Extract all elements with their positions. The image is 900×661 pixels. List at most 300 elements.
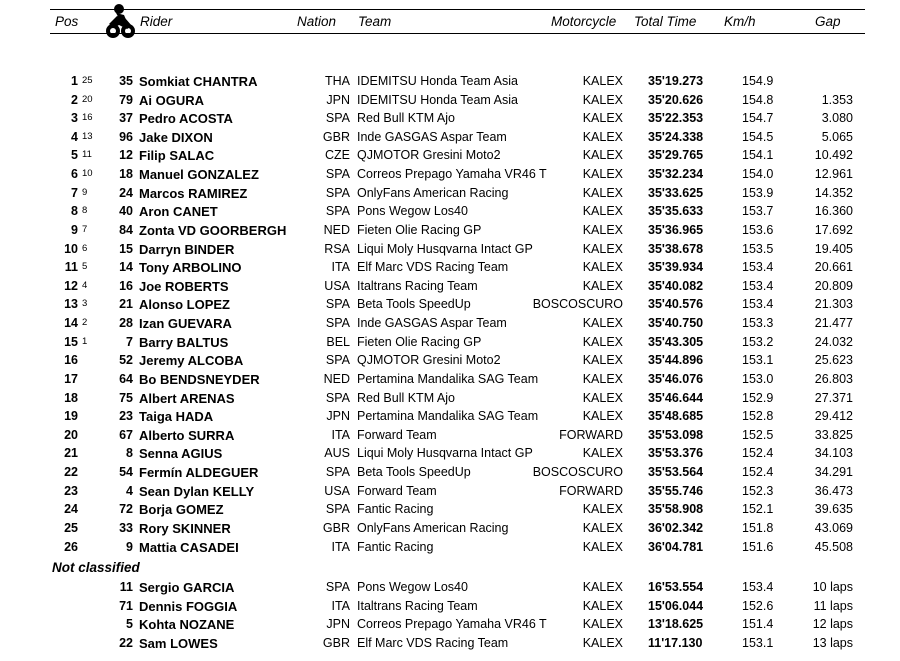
total-time: 36'02.342: [648, 521, 704, 535]
rider-name: Ai OGURA: [139, 93, 204, 108]
team-name: Elf Marc VDS Racing Team: [357, 260, 509, 274]
gap: 12 laps: [812, 617, 853, 631]
col-motorcycle-header: Motorcycle: [551, 14, 617, 29]
grid-position: 20: [82, 94, 93, 105]
motorcycle: KALEX: [582, 540, 623, 554]
team-name: QJMOTOR Gresini Moto2: [357, 353, 501, 367]
rider-name: Joe ROBERTS: [139, 279, 229, 294]
rider-number: 79: [119, 93, 133, 107]
motorcycle: KALEX: [582, 353, 623, 367]
position: 8: [71, 204, 78, 218]
rider-name: Jake DIXON: [139, 130, 213, 145]
motorcycle: KALEX: [582, 391, 623, 405]
col-rider-header: Rider: [140, 14, 173, 29]
rider-number: 8: [126, 446, 133, 460]
position: 19: [64, 409, 78, 423]
nation: SPA: [325, 167, 350, 181]
motorcycle: KALEX: [582, 636, 623, 650]
motorcycle: KALEX: [582, 372, 623, 386]
team-name: Forward Team: [357, 428, 437, 442]
gap: 25.623: [814, 353, 853, 367]
motorcycle: KALEX: [582, 521, 623, 535]
nation: ITA: [331, 260, 350, 274]
rider-number: 21: [119, 297, 133, 311]
col-nation-header: Nation: [297, 14, 337, 29]
table-row: [0, 502, 900, 520]
position: 22: [64, 465, 78, 479]
rider-number: 37: [119, 111, 133, 125]
position: 20: [64, 428, 78, 442]
total-time: 35'46.076: [648, 372, 704, 386]
rider-number: 28: [119, 316, 133, 330]
speed-kmh: 153.2: [742, 335, 774, 349]
rider-number: 33: [119, 521, 133, 535]
speed-kmh: 153.4: [742, 297, 774, 311]
gap: 13 laps: [812, 636, 853, 650]
grid-position: 16: [82, 112, 93, 123]
motorcycle: KALEX: [582, 130, 623, 144]
speed-kmh: 152.4: [742, 446, 774, 460]
gap: 10.492: [814, 148, 853, 162]
speed-kmh: 152.6: [742, 599, 774, 613]
table-row: [0, 372, 900, 390]
rider-name: Darryn BINDER: [139, 242, 235, 257]
gap: 11 laps: [813, 599, 853, 613]
rider-number: 5: [126, 617, 133, 631]
rider-name: Izan GUEVARA: [139, 316, 232, 331]
total-time: 35'29.765: [648, 148, 704, 162]
speed-kmh: 154.5: [742, 130, 774, 144]
gap: 12.961: [814, 167, 853, 181]
team-name: Italtrans Racing Team: [357, 279, 478, 293]
gap: 3.080: [821, 111, 853, 125]
table-row: [0, 428, 900, 446]
gap: 5.065: [821, 130, 853, 144]
grid-position: 7: [82, 224, 88, 235]
position: 1: [71, 74, 78, 88]
team-name: Italtrans Racing Team: [357, 599, 478, 613]
rider-number: 72: [119, 502, 133, 516]
total-time: 35'40.750: [648, 316, 704, 330]
team-name: Pons Wegow Los40: [357, 580, 468, 594]
table-row: [0, 446, 900, 464]
rider-name: Borja GOMEZ: [139, 502, 224, 517]
position: 10: [64, 242, 78, 256]
gap: 34.103: [814, 446, 853, 460]
total-time: 16'53.554: [648, 580, 704, 594]
nation: JPN: [326, 93, 350, 107]
results-header: [0, 0, 900, 40]
grid-position: 6: [82, 243, 88, 254]
team-name: Fantic Racing: [357, 540, 434, 554]
total-time: 35'22.353: [648, 111, 704, 125]
team-name: Elf Marc VDS Racing Team: [357, 636, 509, 650]
speed-kmh: 151.4: [742, 617, 774, 631]
grid-position: 11: [82, 149, 92, 160]
gap: 26.803: [814, 372, 853, 386]
table-row: [0, 316, 900, 334]
speed-kmh: 154.1: [742, 148, 774, 162]
total-time: 35'33.625: [648, 186, 704, 200]
speed-kmh: 154.7: [742, 111, 774, 125]
rider-name: Alonso LOPEZ: [139, 297, 230, 312]
table-row: [0, 540, 900, 558]
col-pos-header: Pos: [55, 14, 79, 29]
rider-number: 67: [119, 428, 133, 442]
total-time: 35'46.644: [648, 391, 704, 405]
table-row: [0, 74, 900, 92]
position: 17: [64, 372, 78, 386]
table-row: [0, 353, 900, 371]
rider-name: Zonta VD GOORBERGH: [139, 223, 287, 238]
rider-name: Tony ARBOLINO: [139, 260, 242, 275]
motorcycle: KALEX: [582, 335, 623, 349]
nation: SPA: [325, 391, 350, 405]
gap: 16.360: [814, 204, 853, 218]
gap: 14.352: [814, 186, 853, 200]
position: 23: [64, 484, 78, 498]
total-time: 35'53.564: [648, 465, 704, 479]
col-kmh-header: Km/h: [724, 14, 756, 29]
total-time: 35'44.896: [648, 353, 704, 367]
motorcycle: KALEX: [582, 617, 623, 631]
speed-kmh: 152.4: [742, 465, 774, 479]
table-row: [0, 93, 900, 111]
rider-number: 15: [119, 242, 133, 256]
rider-name: Marcos RAMIREZ: [139, 186, 248, 201]
rider-number: 7: [126, 335, 133, 349]
rider-name: Sergio GARCIA: [139, 580, 235, 595]
nation: AUS: [324, 446, 350, 460]
position: 25: [64, 521, 78, 535]
grid-position: 8: [82, 205, 88, 216]
motorcycle: KALEX: [582, 111, 623, 125]
rider-number: 35: [119, 74, 133, 88]
rider-number: 75: [119, 391, 133, 405]
rider-number: 40: [119, 204, 133, 218]
speed-kmh: 153.3: [742, 316, 774, 330]
total-time: 35'19.273: [648, 74, 704, 88]
total-time: 35'40.576: [648, 297, 704, 311]
speed-kmh: 153.4: [742, 580, 774, 594]
rider-name: Sean Dylan KELLY: [139, 484, 255, 499]
total-time: 35'58.908: [648, 502, 704, 516]
rider-number: 11: [119, 580, 133, 594]
rider-number: 18: [119, 167, 133, 181]
gap: 20.661: [814, 260, 853, 274]
team-name: Liqui Moly Husqvarna Intact GP: [357, 242, 533, 256]
rider-number: 84: [119, 223, 133, 237]
nation: ITA: [331, 540, 350, 554]
col-team-header: Team: [358, 14, 392, 29]
total-time: 35'24.338: [648, 130, 704, 144]
team-name: Red Bull KTM Ajo: [357, 111, 455, 125]
nation: USA: [324, 279, 350, 293]
nation: NED: [323, 223, 350, 237]
rider-name: Dennis FOGGIA: [139, 599, 238, 614]
rider-number: 22: [119, 636, 133, 650]
motorcycle: KALEX: [582, 186, 623, 200]
table-row: [0, 130, 900, 148]
total-time: 35'36.965: [648, 223, 704, 237]
nation: GBR: [322, 636, 350, 650]
position: 13: [64, 297, 78, 311]
speed-kmh: 153.4: [742, 279, 774, 293]
grid-position: 4: [82, 280, 88, 291]
rider-name: Aron CANET: [139, 204, 218, 219]
rider-name: Alberto SURRA: [139, 428, 235, 443]
position: 5: [71, 148, 78, 162]
gap: 43.069: [814, 521, 853, 535]
rider-name: Jeremy ALCOBA: [139, 353, 244, 368]
motorcycle: KALEX: [582, 409, 623, 423]
team-name: Correos Prepago Yamaha VR46 T: [357, 617, 547, 631]
speed-kmh: 154.8: [742, 93, 774, 107]
rider-number: 96: [119, 130, 133, 144]
motorcycle: KALEX: [582, 242, 623, 256]
nation: NED: [323, 372, 350, 386]
header-top-rule: [50, 9, 865, 10]
team-name: Red Bull KTM Ajo: [357, 391, 455, 405]
rider-number: 64: [119, 372, 133, 386]
speed-kmh: 153.9: [742, 186, 774, 200]
position: 16: [64, 353, 78, 367]
position: 9: [71, 223, 78, 237]
total-time: 15'06.044: [648, 599, 704, 613]
rider-number: 12: [119, 148, 133, 162]
table-row: [0, 580, 900, 598]
speed-kmh: 152.5: [742, 428, 774, 442]
position: 14: [64, 316, 78, 330]
team-name: IDEMITSU Honda Team Asia: [357, 93, 518, 107]
team-name: Pons Wegow Los40: [357, 204, 468, 218]
not-classified-heading: Not classified: [52, 560, 140, 575]
nation: SPA: [325, 204, 350, 218]
rider-name: Taiga HADA: [139, 409, 214, 424]
gap: 21.477: [814, 316, 853, 330]
total-time: 36'04.781: [648, 540, 704, 554]
motorcycle: KALEX: [582, 502, 623, 516]
nation: RSA: [324, 242, 350, 256]
motorcycle: KALEX: [582, 74, 623, 88]
motorcycle: KALEX: [582, 148, 623, 162]
total-time: 35'55.746: [648, 484, 704, 498]
table-row: [0, 111, 900, 129]
motorcycle: KALEX: [582, 167, 623, 181]
table-row: [0, 148, 900, 166]
speed-kmh: 154.9: [742, 74, 774, 88]
rider-number: 54: [119, 465, 133, 479]
team-name: Correos Prepago Yamaha VR46 T: [357, 167, 547, 181]
total-time: 13'18.625: [648, 617, 704, 631]
table-row: [0, 223, 900, 241]
rider-name: Fermín ALDEGUER: [139, 465, 259, 480]
team-name: OnlyFans American Racing: [357, 186, 509, 200]
rider-name: Sam LOWES: [139, 636, 218, 651]
table-row: [0, 242, 900, 260]
position: 21: [64, 446, 78, 460]
position: 12: [64, 279, 78, 293]
motorcycle: BOSCOSCURO: [532, 465, 623, 479]
motorcycle: KALEX: [582, 223, 623, 237]
gap: 20.809: [814, 279, 853, 293]
grid-position: 1: [82, 336, 88, 347]
table-row: [0, 636, 900, 654]
grid-position: 10: [82, 168, 93, 179]
table-row: [0, 409, 900, 427]
speed-kmh: 153.1: [742, 353, 774, 367]
team-name: Fieten Olie Racing GP: [357, 335, 482, 349]
nation: JPN: [326, 617, 350, 631]
team-name: Fantic Racing: [357, 502, 434, 516]
total-time: 35'53.098: [648, 428, 704, 442]
table-row: [0, 484, 900, 502]
rider-name: Kohta NOZANE: [139, 617, 235, 632]
nation: SPA: [325, 297, 350, 311]
table-row: [0, 391, 900, 409]
speed-kmh: 153.5: [742, 242, 774, 256]
position: 15: [64, 335, 78, 349]
grid-position: 2: [82, 317, 88, 328]
rider-name: Bo BENDSNEYDER: [139, 372, 260, 387]
table-row: [0, 465, 900, 483]
team-name: Pertamina Mandalika SAG Team: [357, 409, 539, 423]
team-name: Fieten Olie Racing GP: [357, 223, 482, 237]
team-name: OnlyFans American Racing: [357, 521, 509, 535]
col-total-time-header: Total Time: [634, 14, 697, 29]
table-row: [0, 297, 900, 315]
rider-number: 24: [119, 186, 133, 200]
table-row: [0, 204, 900, 222]
rider-number: 23: [119, 409, 133, 423]
rider-number: 16: [119, 279, 133, 293]
rider-number: 71: [119, 599, 133, 613]
rider-name: Rory SKINNER: [139, 521, 231, 536]
rider-name: Somkiat CHANTRA: [139, 74, 258, 89]
motorcycle: KALEX: [582, 446, 623, 460]
motorcycle: BOSCOSCURO: [532, 297, 623, 311]
team-name: Inde GASGAS Aspar Team: [357, 130, 507, 144]
total-time: 35'32.234: [648, 167, 704, 181]
grid-position: 3: [82, 298, 88, 309]
team-name: Inde GASGAS Aspar Team: [357, 316, 507, 330]
total-time: 35'39.934: [648, 260, 704, 274]
gap: 29.412: [814, 409, 853, 423]
position: 4: [71, 130, 78, 144]
position: 2: [71, 93, 78, 107]
rider-name: Albert ARENAS: [139, 391, 235, 406]
nation: ITA: [331, 428, 350, 442]
position: 6: [71, 167, 78, 181]
position: 18: [64, 391, 78, 405]
total-time: 35'35.633: [648, 204, 704, 218]
gap: 39.635: [814, 502, 853, 516]
gap: 24.032: [814, 335, 853, 349]
nation: GBR: [322, 521, 350, 535]
position: 26: [64, 540, 78, 554]
motorcycle-rider-icon: [103, 2, 137, 40]
team-name: Beta Tools SpeedUp: [357, 465, 471, 479]
total-time: 35'43.305: [648, 335, 704, 349]
speed-kmh: 152.8: [742, 409, 774, 423]
nation: THA: [325, 74, 350, 88]
rider-name: Pedro ACOSTA: [139, 111, 233, 126]
table-row: [0, 186, 900, 204]
nation: CZE: [325, 148, 350, 162]
gap: 27.371: [814, 391, 853, 405]
team-name: Pertamina Mandalika SAG Team: [357, 372, 539, 386]
gap: 21.303: [814, 297, 853, 311]
nation: GBR: [322, 130, 350, 144]
motorcycle: KALEX: [582, 316, 623, 330]
gap: 1.353: [821, 93, 853, 107]
speed-kmh: 151.6: [742, 540, 774, 554]
speed-kmh: 152.1: [742, 502, 774, 516]
team-name: Liqui Moly Husqvarna Intact GP: [357, 446, 533, 460]
total-time: 35'38.678: [648, 242, 704, 256]
motorcycle: KALEX: [582, 279, 623, 293]
nation: USA: [324, 484, 350, 498]
nation: SPA: [325, 111, 350, 125]
table-row: [0, 260, 900, 278]
total-time: 35'48.685: [648, 409, 704, 423]
team-name: IDEMITSU Honda Team Asia: [357, 74, 518, 88]
rider-name: Barry BALTUS: [139, 335, 229, 350]
nation: SPA: [325, 316, 350, 330]
motorcycle: KALEX: [582, 204, 623, 218]
table-row: [0, 279, 900, 297]
gap: 17.692: [814, 223, 853, 237]
position: 11: [64, 260, 78, 274]
speed-kmh: 153.4: [742, 260, 774, 274]
grid-position: 25: [82, 75, 93, 86]
speed-kmh: 154.0: [742, 167, 774, 181]
table-row: [0, 617, 900, 635]
gap: 34.291: [814, 465, 853, 479]
nation: ITA: [331, 599, 350, 613]
nation: SPA: [325, 465, 350, 479]
rider-name: Senna AGIUS: [139, 446, 223, 461]
speed-kmh: 153.6: [742, 223, 774, 237]
motorcycle: KALEX: [582, 93, 623, 107]
table-row: [0, 335, 900, 353]
position: 3: [71, 111, 78, 125]
nation: SPA: [325, 580, 350, 594]
rider-number: 4: [126, 484, 133, 498]
total-time: 35'53.376: [648, 446, 704, 460]
gap: 19.405: [814, 242, 853, 256]
speed-kmh: 153.0: [742, 372, 774, 386]
gap: 36.473: [814, 484, 853, 498]
motorcycle: KALEX: [582, 599, 623, 613]
table-row: [0, 599, 900, 617]
rider-name: Filip SALAC: [139, 148, 215, 163]
nation: BEL: [326, 335, 350, 349]
header-bottom-rule: [50, 33, 865, 34]
rider-number: 9: [126, 540, 133, 554]
nation: JPN: [326, 409, 350, 423]
team-name: QJMOTOR Gresini Moto2: [357, 148, 501, 162]
team-name: Forward Team: [357, 484, 437, 498]
speed-kmh: 152.9: [742, 391, 774, 405]
speed-kmh: 153.7: [742, 204, 774, 218]
gap: 33.825: [814, 428, 853, 442]
rider-number: 14: [119, 260, 133, 274]
total-time: 35'20.626: [648, 93, 704, 107]
grid-position: 9: [82, 187, 88, 198]
table-row: [0, 521, 900, 539]
speed-kmh: 152.3: [742, 484, 774, 498]
